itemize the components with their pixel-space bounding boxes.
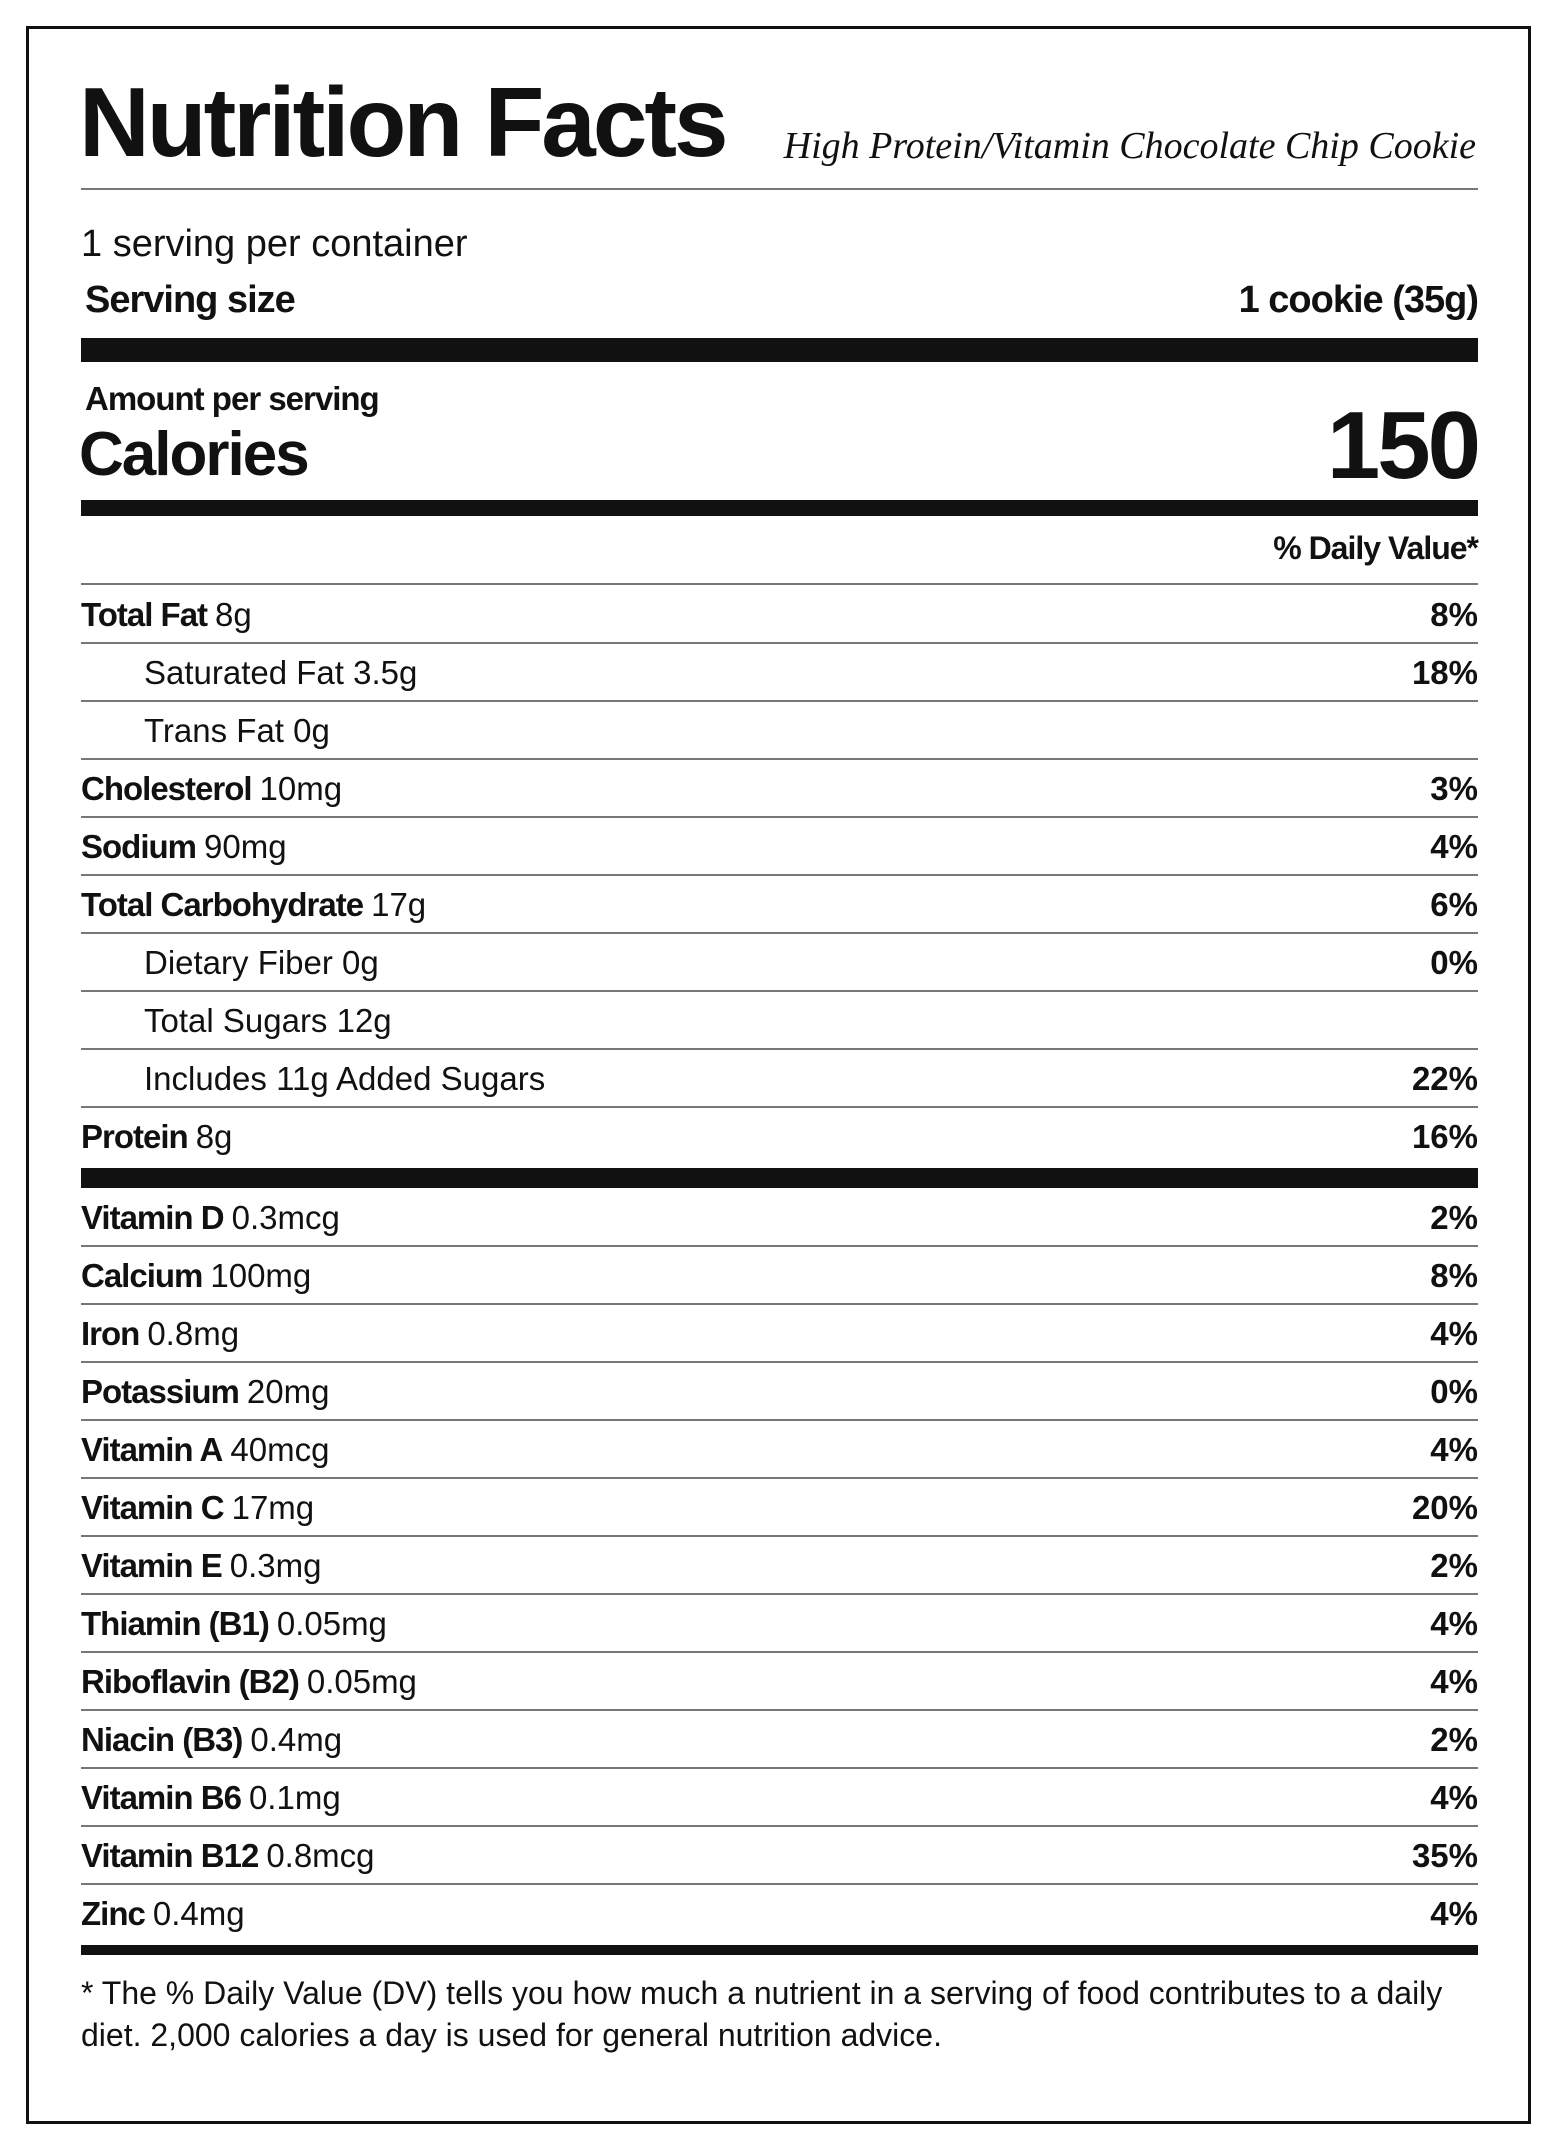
vitamin-row-vitamin-b6 [81, 1769, 1478, 1827]
nutrient-row-total-fat [81, 586, 1478, 644]
vitamin-amount: 0.4mg [152, 1895, 245, 1932]
vitamins-divider [81, 1168, 1478, 1188]
vitamin-amount: 0.3mg [229, 1547, 322, 1584]
vitamin-amount: 0.8mg [147, 1315, 240, 1352]
vitamin-list [81, 1189, 1478, 1943]
nutrient-name: Protein [81, 1118, 188, 1155]
nutrient-name: Dietary Fiber 0g [144, 944, 379, 981]
vitamin-name: Zinc [81, 1895, 145, 1932]
vitamin-daily-value: 4% [1430, 1663, 1478, 1700]
calories-divider [81, 500, 1478, 516]
nutrient-name: Sodium [81, 828, 196, 865]
vitamin-name: Vitamin C [81, 1489, 224, 1526]
nutrient-name: Includes 11g Added Sugars [144, 1060, 546, 1097]
serving-size-label: Serving size [85, 279, 295, 321]
vitamin-daily-value: 8% [1430, 1257, 1478, 1294]
vitamin-daily-value: 4% [1430, 1315, 1478, 1352]
vitamin-name: Thiamin (B1) [81, 1605, 269, 1642]
vitamin-name: Riboflavin (B2) [81, 1663, 299, 1700]
vitamin-amount: 40mcg [230, 1431, 330, 1468]
vitamin-daily-value: 0% [1430, 1373, 1478, 1410]
nutrient-row-total-sugars [81, 992, 1478, 1050]
nutrient-name: Cholesterol [81, 770, 252, 807]
nutrient-amount: 90mg [204, 828, 287, 865]
nutrient-row-saturated-fat [81, 644, 1478, 702]
vitamin-name: Niacin (B3) [81, 1721, 243, 1758]
vitamin-name: Vitamin B6 [81, 1779, 241, 1816]
vitamin-row-potassium [81, 1363, 1478, 1421]
vitamin-amount: 20mg [246, 1373, 330, 1410]
amount-per-serving-label: Amount per serving [85, 380, 379, 417]
vitamin-row-calcium [81, 1247, 1478, 1305]
vitamin-name: Vitamin E [81, 1547, 222, 1584]
vitamin-amount: 0.8mcg [266, 1837, 375, 1874]
vitamin-amount: 17mg [231, 1489, 315, 1526]
vitamin-row-vitamin-b12 [81, 1827, 1478, 1885]
vitamin-name: Vitamin A [81, 1431, 223, 1468]
nutrient-daily-value: 3% [1430, 770, 1478, 807]
serving-size-row [81, 276, 1478, 324]
vitamin-name: Calcium [81, 1257, 203, 1294]
vitamin-daily-value: 2% [1430, 1199, 1478, 1236]
vitamin-amount: 0.05mg [276, 1605, 387, 1642]
nutrient-daily-value: 6% [1430, 886, 1478, 923]
vitamin-amount: 0.3mcg [231, 1199, 340, 1236]
nutrient-name: Trans Fat 0g [144, 712, 330, 749]
vitamin-row-zinc [81, 1885, 1478, 1943]
nutrient-daily-value: 18% [1411, 654, 1478, 691]
vitamin-row-niacin [81, 1711, 1478, 1769]
calories-label: Calories [79, 420, 308, 489]
nutrient-amount: 8g [195, 1118, 233, 1155]
thick-divider [81, 338, 1478, 362]
vitamin-row-vitamin-d [81, 1189, 1478, 1247]
footnote-divider [81, 1945, 1478, 1955]
nutrient-daily-value: 0% [1430, 944, 1478, 981]
product-name: High Protein/Vitamin Chocolate Chip Cookie [783, 125, 1476, 167]
nutrient-row-dietary-fiber [81, 934, 1478, 992]
vitamin-daily-value: 35% [1411, 1837, 1478, 1874]
nutrient-row-sodium [81, 818, 1478, 876]
vitamin-row-vitamin-e [81, 1537, 1478, 1595]
nutrient-daily-value: 8% [1430, 596, 1478, 633]
nutrient-amount: 10mg [259, 770, 343, 807]
nutrient-amount: 8g [215, 596, 252, 633]
vitamin-row-vitamin-c [81, 1479, 1478, 1537]
vitamin-daily-value: 2% [1430, 1721, 1478, 1758]
nutrient-daily-value: 22% [1411, 1060, 1478, 1097]
vitamin-amount: 100mg [210, 1257, 312, 1294]
serving-size-value: 1 cookie (35g) [1238, 279, 1478, 321]
nutrient-list [81, 586, 1478, 1166]
nutrient-row-added-sugars [81, 1050, 1478, 1108]
vitamin-amount: 0.4mg [250, 1721, 343, 1758]
vitamin-name: Potassium [81, 1373, 239, 1410]
nutrient-name: Total Carbohydrate [81, 886, 364, 923]
nutrient-row-protein [81, 1108, 1478, 1166]
nutrient-name: Total Sugars 12g [144, 1002, 392, 1039]
vitamin-daily-value: 4% [1430, 1779, 1478, 1816]
nutrient-name: Saturated Fat 3.5g [144, 654, 418, 691]
vitamin-row-iron [81, 1305, 1478, 1363]
daily-value-header: % Daily Value* [1273, 530, 1478, 566]
vitamin-daily-value: 4% [1430, 1605, 1478, 1642]
nutrient-name: Total Fat [81, 596, 208, 633]
vitamin-row-vitamin-a [81, 1421, 1478, 1479]
vitamin-daily-value: 4% [1430, 1895, 1478, 1932]
daily-value-header-rule [81, 583, 1478, 585]
vitamin-row-thiamin [81, 1595, 1478, 1653]
label-title: Nutrition Facts [79, 67, 726, 177]
servings-per-container: 1 serving per container [81, 223, 468, 265]
vitamin-amount: 0.1mg [248, 1779, 341, 1816]
calories-value: 150 [1326, 392, 1478, 499]
nutrient-row-trans-fat [81, 702, 1478, 760]
vitamin-amount: 0.05mg [306, 1663, 417, 1700]
nutrient-row-total-carbohydrate [81, 876, 1478, 934]
vitamin-name: Iron [81, 1315, 140, 1352]
title-row [81, 66, 1478, 190]
vitamin-daily-value: 4% [1430, 1431, 1478, 1468]
vitamin-name: Vitamin D [81, 1199, 224, 1236]
vitamin-row-riboflavin [81, 1653, 1478, 1711]
nutrient-row-cholesterol [81, 760, 1478, 818]
nutrient-daily-value: 16% [1411, 1118, 1478, 1155]
nutrient-amount: 17g [371, 886, 427, 923]
vitamin-daily-value: 2% [1430, 1547, 1478, 1584]
vitamin-name: Vitamin B12 [81, 1837, 259, 1874]
daily-value-footnote: * The % Daily Value (DV) tells you how much a nutrient in a serving of food contributes to a daily diet. 2,000 calories a day is used for general nutrition advice. [81, 1975, 1443, 2053]
vitamin-daily-value: 20% [1411, 1489, 1478, 1526]
nutrient-daily-value: 4% [1430, 828, 1478, 865]
